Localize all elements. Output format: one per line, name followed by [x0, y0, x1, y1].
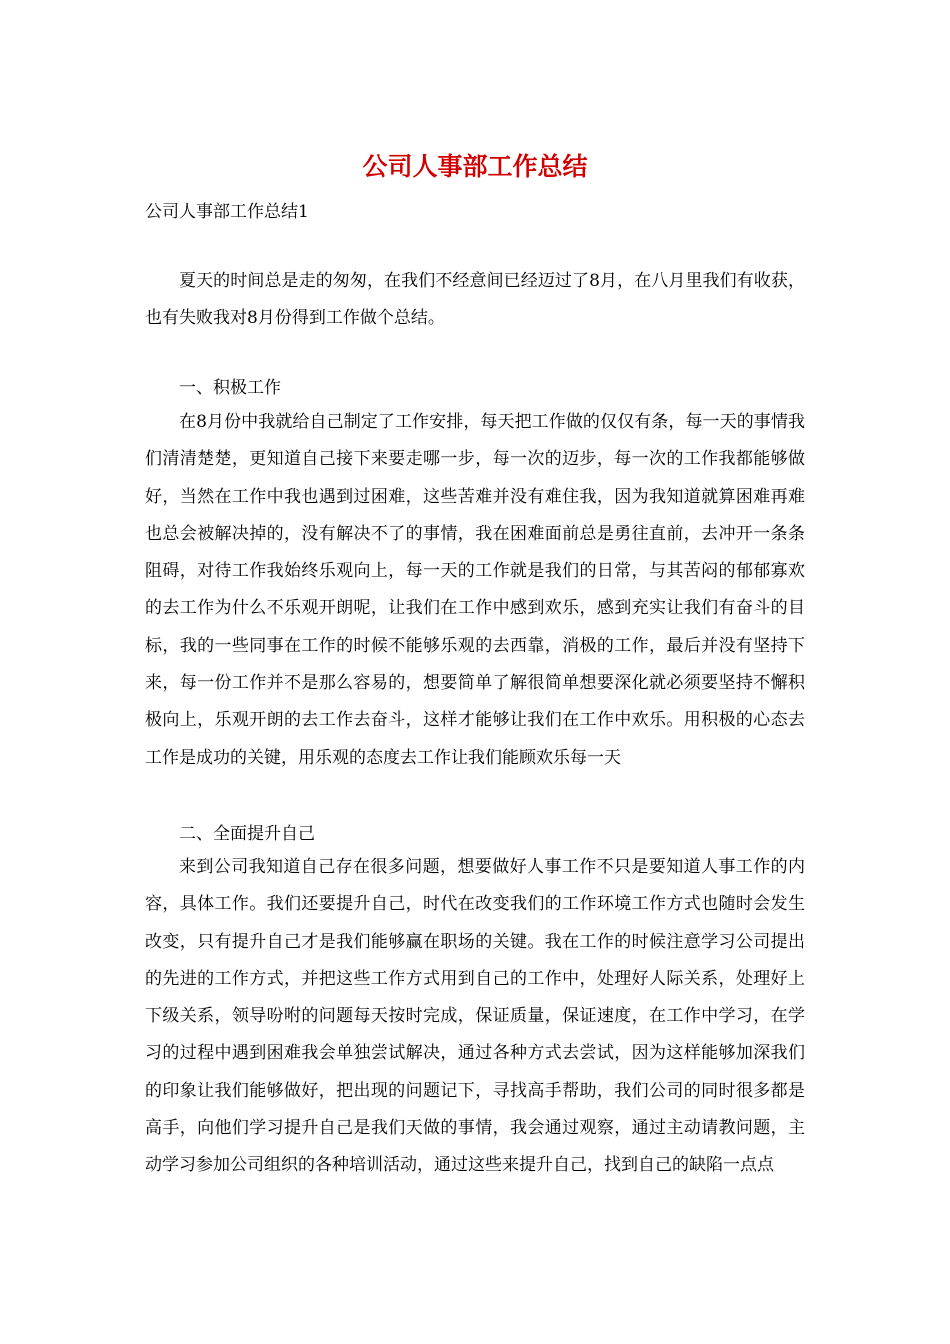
paragraph-intro: 夏天的时间总是走的匆匆，在我们不经意间已经迈过了8月，在八月里我们有收获，也有失败我对8月份得到工作做个总结。: [145, 271, 805, 329]
section-heading-1: 一、积极工作: [179, 378, 281, 398]
paragraph-active-work: 在8月份中我就给自己制定了工作安排，每天把工作做的仅仅有条，每一天的事情我们清清楚楚，更知道自己接下来要走哪一步，每一次的迈步，每一次的工作我都能够做好，当然在工作中我也遇到过困难，这些苦难并没有难住我，因为我知道就算困难再难也总会被解决掉的，没有解决不了的事情，我在困难面前总是勇往直前，去冲开一条条阻碍，对待工作我始终乐观向上，每一天的工作就是我们的日常，与其苦闷的郁郁寡欢的去工作为什么不乐观开朗呢，让我们在工作中感到欢乐，感到充实让我们有奋斗的目标，我的一些同事在工作的时候不能够乐观的去西靠，消极的工作，最后并没有坚持下来，每一份工作并不是那么容易的，想要简单了解很简单想要深化就必须要坚持不懈积极向上，乐观开朗的去工作去奋斗，这样才能够让我们在工作中欢乐。用积极的心态去工作是成功的关键，用乐观的态度去工作让我们能顾欢乐每一天: [145, 412, 805, 768]
paragraph-self-improvement: 来到公司我知道自己存在很多问题，想要做好人事工作不只是要知道人事工作的内容，具体工作。我们还要提升自己，时代在改变我们的工作环境工作方式也随时会发生改变，只有提升自己才是我们能够赢在职场的关键。我在工作的时候注意学习公司提出的先进的工作方式，并把这些工作方式用到自己的工作中，处理好人际关系，处理好上下级关系，领导吩咐的问题每天按时完成，保证质量，保证速度，在工作中学习，在学习的过程中遇到困难我会单独尝试解决，通过各种方式去尝试，因为这样能够加深我们的印象让我们能够做好，把出现的问题记下，寻找高手帮助，我们公司的同时很多都是高手，向他们学习提升自己是我们天做的事情，我会通过观察，通过主动请教问题，主动学习参加公司组织的各种培训活动，通过这些来提升自己，找到自己的缺陷一点点: [145, 857, 805, 1176]
document-subtitle: 公司人事部工作总结1: [145, 202, 309, 222]
section-heading-2: 二、全面提升自己: [179, 824, 315, 844]
document-title: 公司人事部工作总结: [362, 152, 588, 181]
